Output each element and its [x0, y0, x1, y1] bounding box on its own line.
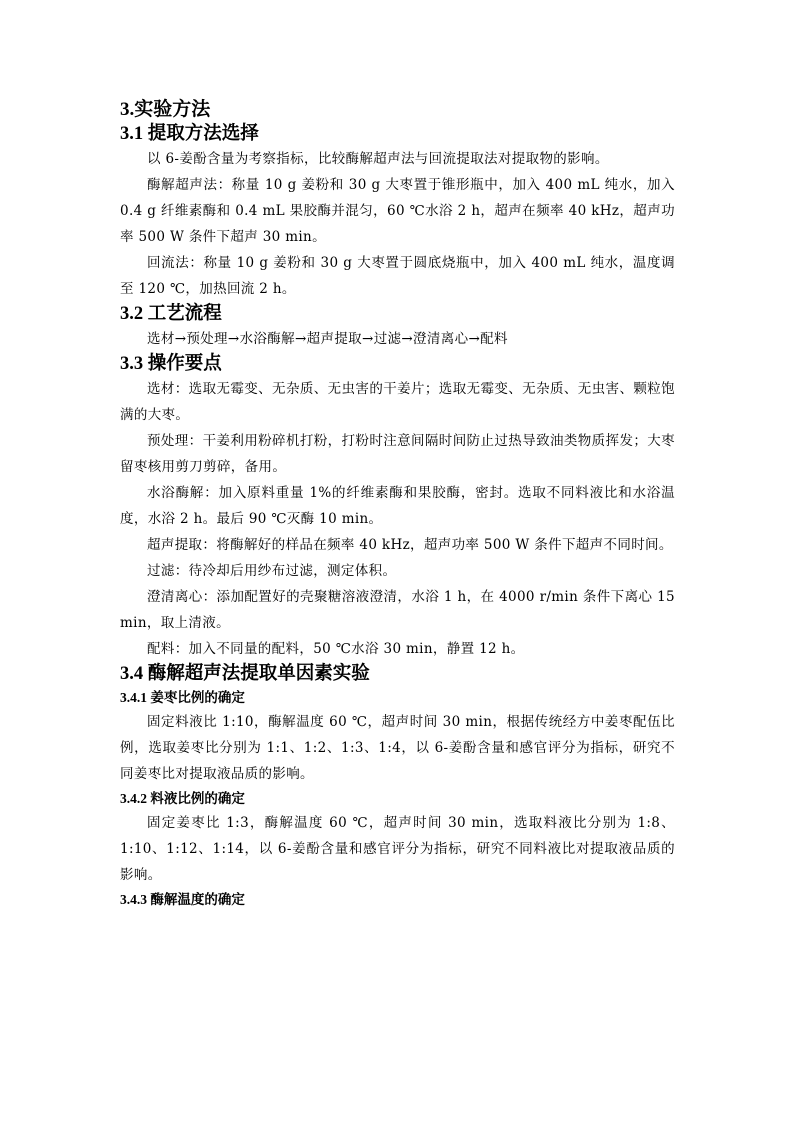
section-3-3-paragraph-ingredients: 配料：加入不同量的配料，50 ℃水浴 30 min，静置 12 h。: [147, 641, 525, 657]
section-3-3-paragraph-selection: 选材：选取无霉变、无杂质、无虫害的干姜片；选取无霉变、无杂质、无虫害、颗粒饱满的大枣。: [120, 381, 675, 423]
section-3-1-paragraph-enzymatic-ultrasonic: 酶解超声法：称量 10 g 姜粉和 30 g 大枣置于锥形瓶中，加入 400 mL 纯水，加入 0.4 g 纤维素酶和 0.4 mL 果胶酶并混匀，60 ℃水浴 2 h，超声在频率 40 kHz，超声功率 500 W 条件下超声 30 min。: [120, 177, 675, 245]
section-3-3-paragraph-pretreatment: 预处理：干姜利用粉碎机打粉，打粉时注意间隔时间防止过热导致油类物质挥发；大枣留枣核用剪刀剪碎，备用。: [120, 433, 675, 475]
section-3-3-paragraph-clarification: 澄清离心：添加配置好的壳聚糖溶液澄清，水浴 1 h，在 4000 r/min 条件下离心 15 min，取上清液。: [120, 589, 675, 631]
section-3-4-2-paragraph: 固定姜枣比 1:3，酶解温度 60 ℃，超声时间 30 min，选取料液比分别为 1:8、1:10、1:12、1:14，以 6-姜酚含量和感官评分为指标，研究不同料液比对提取液品质的影响。: [120, 815, 675, 883]
section-3-4-3-heading: 3.4.3 酶解温度的确定: [120, 892, 245, 907]
section-3-2-heading: 3.2 工艺流程: [120, 304, 222, 324]
section-3-1-heading: 3.1 提取方法选择: [120, 124, 259, 144]
section-3-4-1-heading: 3.4.1 姜枣比例的确定: [120, 690, 245, 705]
section-3-4-1-paragraph: 固定料液比 1:10，酶解温度 60 ℃，超声时间 30 min，根据传统经方中姜枣配伍比例，选取姜枣比分别为 1:1、1:2、1:3、1:4，以 6-姜酚含量和感官评分为指标，研究不同姜枣比对提取液品质的影响。: [120, 714, 675, 782]
section-3-3-paragraph-water-bath: 水浴酶解：加入原料重量 1%的纤维素酶和果胶酶，密封。选取不同料液比和水浴温度，水浴 2 h。最后 90 ℃灭酶 10 min。: [120, 485, 675, 527]
section-3-1-paragraph-1: 以 6-姜酚含量为考察指标，比较酶解超声法与回流提取法对提取物的影响。: [147, 151, 609, 167]
document-page: [120, 98, 675, 911]
section-3-3-heading: 3.3 操作要点: [120, 354, 222, 374]
section-3-3-paragraph-filtration: 过滤：待冷却后用纱布过滤，测定体积。: [147, 563, 397, 579]
section-3-3-paragraph-ultrasonic: 超声提取：将酶解好的样品在频率 40 kHz，超声功率 500 W 条件下超声不同时间。: [147, 537, 673, 553]
section-3-heading: 3.实验方法: [120, 99, 211, 120]
section-3-4-heading: 3.4 酶解超声法提取单因素实验: [120, 664, 370, 684]
section-3-4-2-heading: 3.4.2 料液比例的确定: [120, 791, 245, 806]
process-flow-line: 选材→预处理→水浴酶解→超声提取→过滤→澄清离心→配料: [147, 331, 508, 347]
section-3-1-paragraph-reflux: 回流法：称量 10 g 姜粉和 30 g 大枣置于圆底烧瓶中，加入 400 mL 纯水，温度调至 120 ℃，加热回流 2 h。: [120, 255, 675, 297]
